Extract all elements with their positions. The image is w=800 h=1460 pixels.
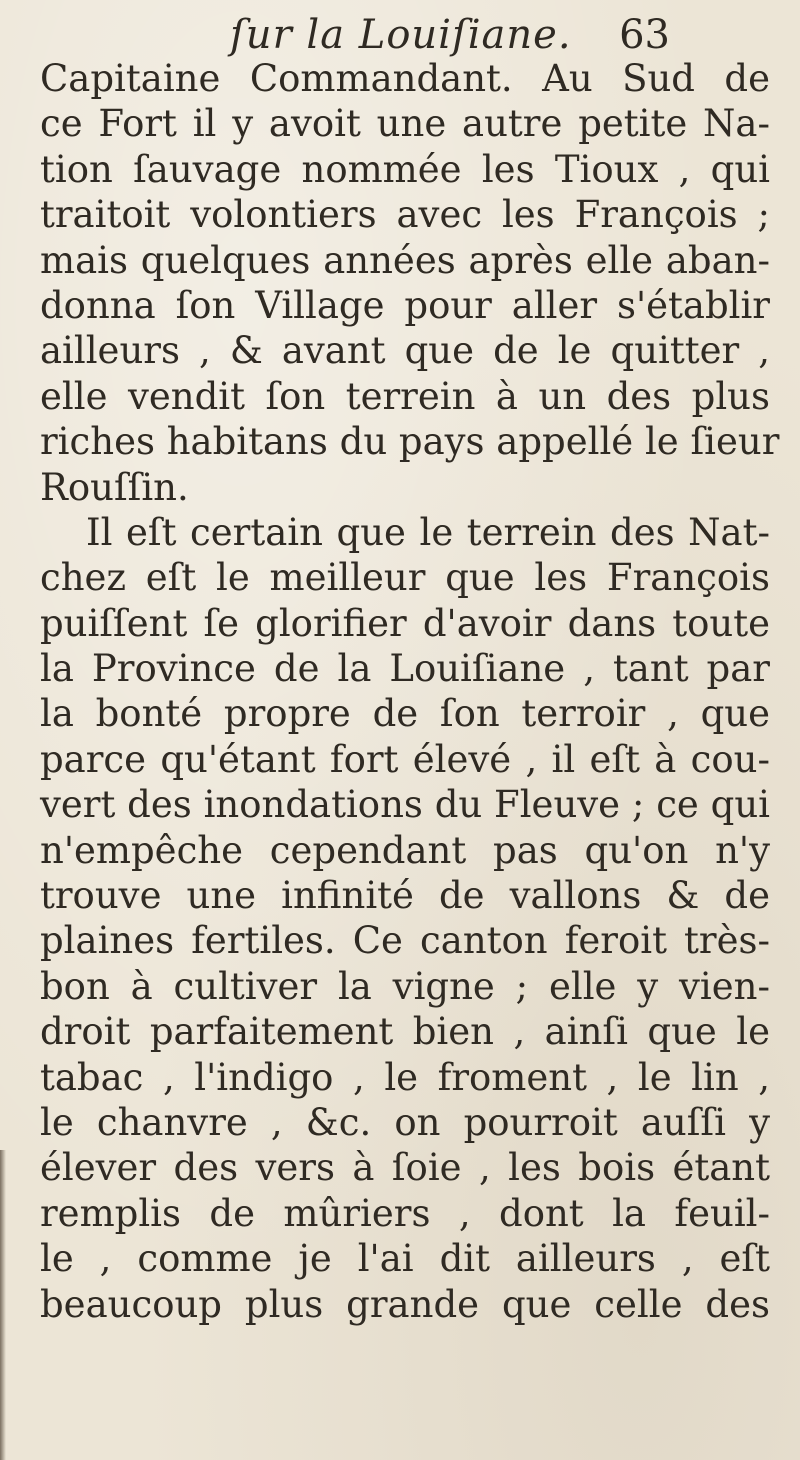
text-line: bon à cultiver la vigne ; elle y vien- bbox=[40, 964, 770, 1008]
text-line: droit parfaitement bien , ainſi que le bbox=[40, 1010, 770, 1054]
text-line: n'empêche cependant pas qu'on n'y bbox=[40, 828, 770, 872]
text-line: plaines fertiles. Ce canton feroit très- bbox=[40, 919, 770, 963]
text-line: puiſſent ſe glorifier d'avoir dans toute bbox=[40, 601, 770, 645]
text-line: ce Fort il y avoit une autre petite Na- bbox=[40, 102, 770, 146]
text-line: mais quelques années après elle aban- bbox=[40, 238, 770, 282]
text-line: la Province de la Louiſiane , tant par bbox=[40, 647, 770, 691]
text-line: remplis de mûriers , dont la feuil- bbox=[40, 1191, 770, 1235]
text-line: elle vendit ſon terrein à un des plus bbox=[40, 374, 770, 418]
text-line: vert des inondations du Fleuve ; ce qui bbox=[40, 783, 770, 827]
text-line: trouve une infinité de vallons & de bbox=[40, 874, 770, 918]
running-title: ſur la Louiſiane. bbox=[230, 12, 572, 58]
text-line: parce qu'étant fort élevé , il eſt à cou- bbox=[40, 737, 770, 781]
paragraph-end-line: Rouſſin. bbox=[40, 465, 189, 509]
text-line: élever des vers à ſoie , les bois étant bbox=[40, 1146, 770, 1190]
text-line: le chanvre , &c. on pourroit auſſi y bbox=[40, 1100, 770, 1144]
page-header bbox=[230, 10, 670, 60]
text-line: Capitaine Commandant. Au Sud de bbox=[40, 57, 770, 100]
text-line: traitoit volontiers avec les François ; bbox=[40, 193, 770, 237]
text-line: beaucoup plus grande que celle des bbox=[40, 1282, 770, 1326]
text-line: riches habitans du pays appellé le ſieur bbox=[40, 420, 780, 464]
text-line: tabac , l'indigo , le froment , le lin , bbox=[40, 1055, 770, 1099]
text-line: le , comme je l'ai dit ailleurs , eſt bbox=[40, 1237, 770, 1281]
text-line: ailleurs , & avant que de le quitter , bbox=[40, 329, 770, 373]
body-text bbox=[40, 56, 780, 1327]
paragraph-first-line: Il eſt certain que le terrein des Nat- bbox=[86, 510, 770, 554]
text-line: tion ſauvage nommée les Tioux , qui bbox=[40, 147, 770, 191]
text-line: donna ſon Village pour aller s'établir bbox=[40, 283, 770, 327]
page-edge-shadow bbox=[0, 1150, 6, 1460]
text-line: la bonté propre de ſon terroir , que bbox=[40, 692, 770, 736]
page-number: 63 bbox=[619, 12, 670, 58]
text-line: chez eſt le meilleur que les François bbox=[40, 556, 770, 600]
